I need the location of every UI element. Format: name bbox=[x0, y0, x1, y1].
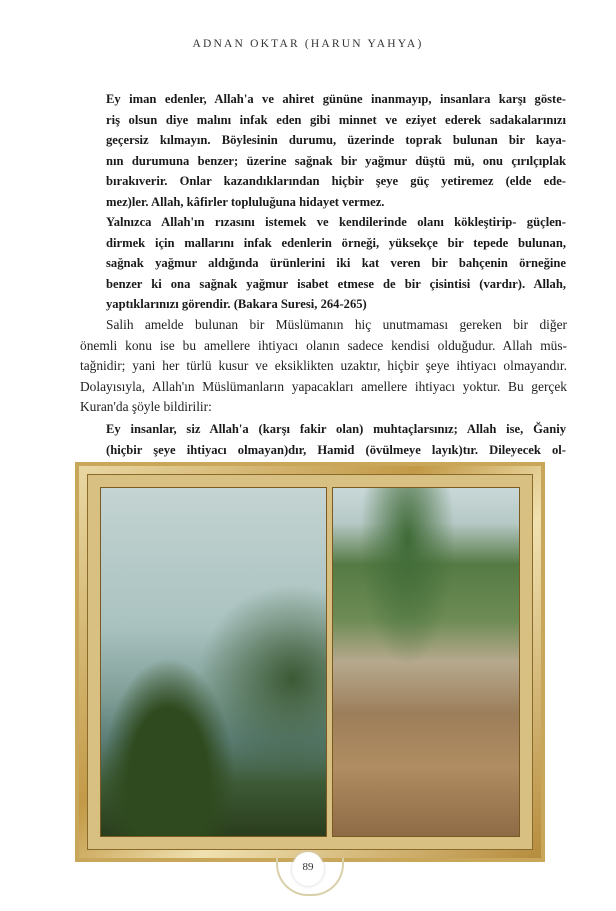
running-header: ADNAN OKTAR (HARUN YAHYA) bbox=[192, 38, 424, 50]
text-line: önemli konu ise bu amellere ihtiyacı olanın sadece kendisi olduğudur. Allah müs- bbox=[80, 337, 567, 353]
text-line: Dolayısıyla, Allah'ın Müslümanların yapacakları amellere ihtiyacı yoktur. Bu gerçek bbox=[80, 378, 567, 394]
body-paragraph bbox=[0, 315, 616, 418]
text-line: (hiçbir şeye ihtiyacı olmayan)dır, Hamid (övülmeye layık)tır. Dileyecek ol- bbox=[106, 442, 566, 457]
quote-block-1 bbox=[0, 89, 616, 213]
page-number: 89 bbox=[302, 861, 314, 873]
text-line: benzer ki ona sağnak yağmur isabet etmese de bir çisintisi (vardır). Allah, bbox=[106, 276, 566, 291]
text-line: Ey insanlar, siz Allah'a (karşı fakir olan) muhtaçlarsınız; Allah ise, Ğaniy bbox=[106, 422, 566, 436]
text-line: tağnidir; yani her türlü kusur ve eksiklikten uzaktır, hiçbir şeye ihtiyacı olmayandır. bbox=[80, 358, 567, 374]
text-line: Ey iman edenler, Allah'a ve ahiret gününe inanmayıp, insanlara karşı göste- bbox=[106, 92, 566, 106]
text-line: yaptıklarınızı görendir. (Bakara Suresi, 264-265) bbox=[106, 297, 367, 312]
text-line: geçersiz kılmayın. Böylesinin durumu, üzerinde toprak bulunan bir kaya- bbox=[106, 133, 566, 148]
text-line: sağnak yağmur aldığında ürünlerini iki kat veren bir bahçenin örneğine bbox=[106, 256, 566, 271]
misty-rainforest-river-photo bbox=[100, 487, 327, 837]
quote-block-2 bbox=[0, 212, 616, 315]
deforested-land-photo bbox=[332, 487, 520, 837]
text-line: mez)ler. Allah, kâfirler topluluğuna hidayet vermez. bbox=[106, 194, 385, 209]
text-line: bırakıverir. Onlar kazandıklarından hiçbir şeye güç yetiremez (elde ede- bbox=[106, 174, 566, 189]
text-line: dirmek için mallarını infak edenlerin örneği, yüksekçe bir tepede bulunan, bbox=[106, 235, 566, 250]
text-line: riş olsun diye malını infak eden gibi minnet ve eziyet ederek sadakalarınızı bbox=[106, 112, 566, 127]
text-line: Salih amelde bulunan bir Müslümanın hiç unutmaması gereken bir diğer bbox=[106, 317, 567, 332]
quote-block-3 bbox=[0, 419, 616, 460]
photo-frame bbox=[75, 462, 545, 862]
frame-inner bbox=[87, 474, 533, 850]
text-line: Yalnızca Allah'ın rızasını istemek ve kendilerinde olanı kökleştirip- güçlen- bbox=[106, 215, 566, 229]
text-line: Kuran'da şöyle bildirilir: bbox=[80, 399, 212, 415]
page-number-ornament bbox=[288, 852, 328, 900]
text-line: nın durumuna benzer; üzerine sağnak bir yağmur düştü mü, onu çırılçıplak bbox=[106, 153, 566, 168]
